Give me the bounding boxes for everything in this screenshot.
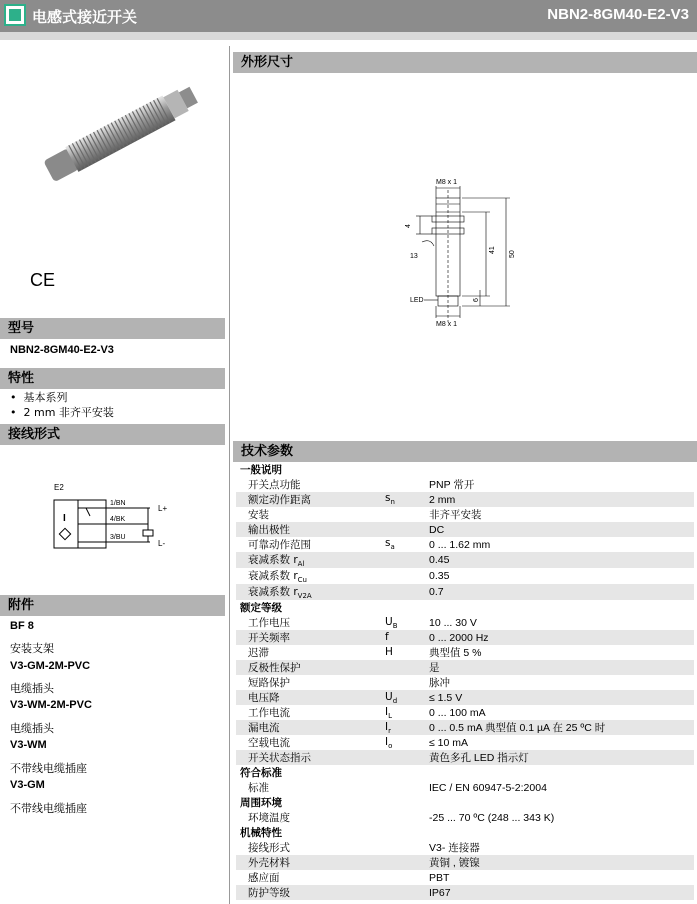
ce-mark: CE bbox=[30, 270, 56, 290]
accessory-desc: 不带线电缆插座 bbox=[10, 802, 87, 815]
spec-row bbox=[236, 780, 694, 795]
spec-symbol: $s_n$ bbox=[381, 492, 425, 507]
spec-row bbox=[236, 568, 694, 584]
spec-value: 2 mm bbox=[425, 492, 694, 507]
spec-symbol bbox=[381, 477, 425, 492]
spec-value: V3- 连接器 bbox=[429, 842, 480, 855]
spec-value: 0.7 bbox=[425, 584, 694, 600]
spec-value: 黄铜 , 镀镍 bbox=[425, 855, 694, 870]
spec-name: 环境温度 bbox=[248, 812, 290, 825]
spec-row bbox=[236, 660, 694, 675]
accessory-desc: 不带线电缆插座 bbox=[10, 762, 87, 775]
spec-name: 衰减系数 $r_{V2A}$ bbox=[236, 584, 381, 600]
spec-name: 工作电压 bbox=[248, 617, 290, 630]
spec-value: 黄色多孔 LED 指示灯 bbox=[425, 750, 694, 765]
dim-led: LED bbox=[410, 297, 424, 304]
spec-value: PBT bbox=[429, 871, 450, 884]
spec-group-title: 符合标准 bbox=[236, 765, 694, 780]
spec-name: 接线形式 bbox=[248, 842, 290, 855]
spec-symbol: $U_d$ bbox=[381, 690, 425, 705]
spec-symbol: f bbox=[381, 630, 425, 645]
accessory-desc: 电缆插头 bbox=[10, 682, 54, 695]
spec-name: 反极性保护 bbox=[236, 660, 381, 675]
spec-row bbox=[236, 750, 694, 765]
spec-row bbox=[236, 705, 694, 720]
spec-name: 安装 bbox=[248, 509, 269, 521]
dim-4: 4 bbox=[405, 224, 412, 228]
spec-group-title: 周围环境 bbox=[236, 795, 694, 810]
spec-name: 衰减系数 $r_{Cu}$ bbox=[248, 570, 307, 585]
spec-name: 额定动作距离 bbox=[236, 492, 381, 507]
features-heading: 特性 bbox=[0, 368, 225, 389]
spec-value: 0 ... 1.62 mm bbox=[429, 538, 491, 551]
spec-value: PNP 常开 bbox=[429, 479, 475, 491]
spec-symbol bbox=[381, 552, 425, 568]
spec-table bbox=[236, 462, 694, 900]
spec-value: ≤ 10 mA bbox=[429, 736, 469, 749]
spec-symbol bbox=[381, 568, 425, 584]
spec-row bbox=[236, 477, 694, 492]
dim-6: 6 bbox=[473, 298, 480, 302]
model-value: NBN2-8GM40-E2-V3 bbox=[10, 344, 114, 356]
model-heading: 型号 bbox=[0, 318, 225, 339]
spec-group-header bbox=[236, 600, 694, 615]
pin-3-label: 3/BU bbox=[110, 534, 126, 541]
wiring-symbol: I bbox=[63, 513, 66, 524]
spec-group-header bbox=[236, 462, 694, 477]
spec-row bbox=[236, 615, 694, 630]
spec-symbol bbox=[381, 810, 425, 825]
spec-row bbox=[236, 690, 694, 705]
dimensions-heading: 外形尺寸 bbox=[233, 52, 697, 73]
spec-value: DC bbox=[425, 522, 694, 537]
spec-row bbox=[236, 630, 694, 645]
spec-name: 迟滞 bbox=[248, 647, 269, 660]
spec-row bbox=[236, 675, 694, 690]
accessory-code: V3-GM bbox=[10, 779, 45, 791]
pin-1-label: 1/BN bbox=[110, 500, 126, 507]
wiring-diagram-label: E2 bbox=[54, 483, 64, 492]
wiring-heading: 接线形式 bbox=[0, 424, 225, 445]
column-divider bbox=[229, 46, 230, 904]
spec-symbol: $I_o$ bbox=[385, 735, 393, 750]
dim-13: 13 bbox=[410, 253, 418, 260]
spec-row bbox=[236, 584, 694, 600]
spec-symbol: H bbox=[385, 645, 393, 658]
spec-value: 是 bbox=[425, 660, 694, 675]
spec-group-header bbox=[236, 795, 694, 810]
product-image bbox=[30, 70, 210, 200]
spec-symbol bbox=[381, 584, 425, 600]
spec-name: 开关点功能 bbox=[248, 479, 301, 491]
terminal-minus: L- bbox=[158, 539, 166, 548]
spec-symbol: $U_B$ bbox=[385, 615, 398, 630]
accessory-code: V3-GM-2M-PVC bbox=[10, 660, 91, 672]
header-subbar bbox=[0, 32, 697, 40]
spec-symbol bbox=[381, 840, 425, 855]
spec-value: 10 ... 30 V bbox=[429, 616, 477, 629]
spec-row bbox=[236, 522, 694, 537]
spec-row bbox=[236, 885, 694, 900]
spec-name: 开关频率 bbox=[236, 630, 381, 645]
feature-item: • 基本系列 bbox=[10, 391, 68, 404]
spec-name: 漏电流 bbox=[236, 720, 381, 735]
dim-thread-bottom: M8 x 1 bbox=[436, 321, 458, 328]
spec-value: 典型值 5 % bbox=[429, 647, 482, 660]
spec-value: 0.45 bbox=[425, 552, 694, 568]
spec-symbol: $I_r$ bbox=[381, 720, 425, 735]
spec-symbol bbox=[381, 750, 425, 765]
spec-row bbox=[236, 840, 694, 855]
accessories-heading: 附件 bbox=[0, 595, 225, 616]
spec-value: 0 ... 2000 Hz bbox=[425, 630, 694, 645]
spec-group-title: 额定等级 bbox=[236, 600, 694, 615]
wiring-diagram bbox=[50, 478, 200, 558]
spec-symbol bbox=[381, 660, 425, 675]
spec-value: ≤ 1.5 V bbox=[425, 690, 694, 705]
spec-symbol bbox=[381, 507, 425, 522]
spec-row bbox=[236, 810, 694, 825]
spec-group-title: 一般说明 bbox=[236, 462, 694, 477]
spec-row bbox=[236, 537, 694, 552]
dim-50: 50 bbox=[509, 250, 516, 258]
spec-value: 脉冲 bbox=[429, 677, 450, 690]
spec-row bbox=[236, 645, 694, 660]
terminal-plus: L+ bbox=[158, 504, 168, 513]
accessory-code: V3-WM bbox=[10, 739, 47, 751]
spec-value: 0.35 bbox=[429, 570, 450, 583]
spec-row bbox=[236, 735, 694, 750]
spec-value: IP67 bbox=[425, 885, 694, 900]
spec-symbol bbox=[381, 522, 425, 537]
spec-name: 防护等级 bbox=[236, 885, 381, 900]
spec-name: 空载电流 bbox=[248, 737, 290, 750]
spec-row bbox=[236, 720, 694, 735]
spec-row bbox=[236, 870, 694, 885]
spec-value: -25 ... 70 ºC (248 ... 343 K) bbox=[429, 811, 555, 824]
header-bar bbox=[0, 0, 697, 32]
spec-name: 感应面 bbox=[248, 872, 280, 885]
brand-logo-icon bbox=[4, 4, 26, 26]
spec-group-header bbox=[236, 825, 694, 840]
accessory-desc: 电缆插头 bbox=[10, 722, 54, 735]
spec-name: 标准 bbox=[248, 782, 269, 795]
page-title: 电感式接近开关 bbox=[32, 8, 138, 26]
spec-symbol bbox=[381, 780, 425, 795]
spec-value: 0 ... 100 mA bbox=[429, 706, 486, 719]
feature-item: • 2 mm 非齐平安装 bbox=[10, 406, 114, 419]
spec-group-header bbox=[236, 765, 694, 780]
spec-symbol bbox=[381, 675, 425, 690]
spec-row bbox=[236, 507, 694, 522]
dimension-drawing bbox=[400, 172, 530, 332]
spec-value: 非齐平安装 bbox=[429, 509, 482, 521]
spec-symbol: $I_L$ bbox=[385, 705, 393, 720]
tech-heading: 技术参数 bbox=[233, 441, 697, 462]
spec-row bbox=[236, 492, 694, 507]
product-code: NBN2-8GM40-E2-V3 bbox=[547, 6, 689, 23]
accessory-code: V3-WM-2M-PVC bbox=[10, 699, 92, 711]
spec-name: 电压降 bbox=[236, 690, 381, 705]
dim-41: 41 bbox=[489, 246, 496, 254]
spec-name: 短路保护 bbox=[248, 677, 290, 690]
spec-symbol bbox=[381, 885, 425, 900]
spec-name: 开关状态指示 bbox=[236, 750, 381, 765]
spec-name: 衰减系数 $r_{Al}$ bbox=[236, 552, 381, 568]
spec-symbol bbox=[381, 870, 425, 885]
spec-row bbox=[236, 855, 694, 870]
accessory-desc: 安装支架 bbox=[10, 642, 54, 655]
spec-row bbox=[236, 552, 694, 568]
accessory-code: BF 8 bbox=[10, 620, 34, 632]
dim-thread-top: M8 x 1 bbox=[436, 179, 458, 186]
spec-name: 工作电流 bbox=[248, 707, 290, 720]
spec-name: 外壳材料 bbox=[236, 855, 381, 870]
pin-4-label: 4/BK bbox=[110, 516, 126, 523]
spec-name: 输出极性 bbox=[236, 522, 381, 537]
spec-value: 0 ... 0.5 mA 典型值 0.1 µA 在 25 ºC 时 bbox=[425, 720, 694, 735]
spec-symbol bbox=[381, 855, 425, 870]
spec-symbol: $s_a$ bbox=[385, 537, 395, 552]
spec-group-title: 机械特性 bbox=[236, 825, 694, 840]
spec-value: IEC / EN 60947-5-2:2004 bbox=[429, 781, 547, 794]
spec-name: 可靠动作范围 bbox=[248, 539, 311, 551]
